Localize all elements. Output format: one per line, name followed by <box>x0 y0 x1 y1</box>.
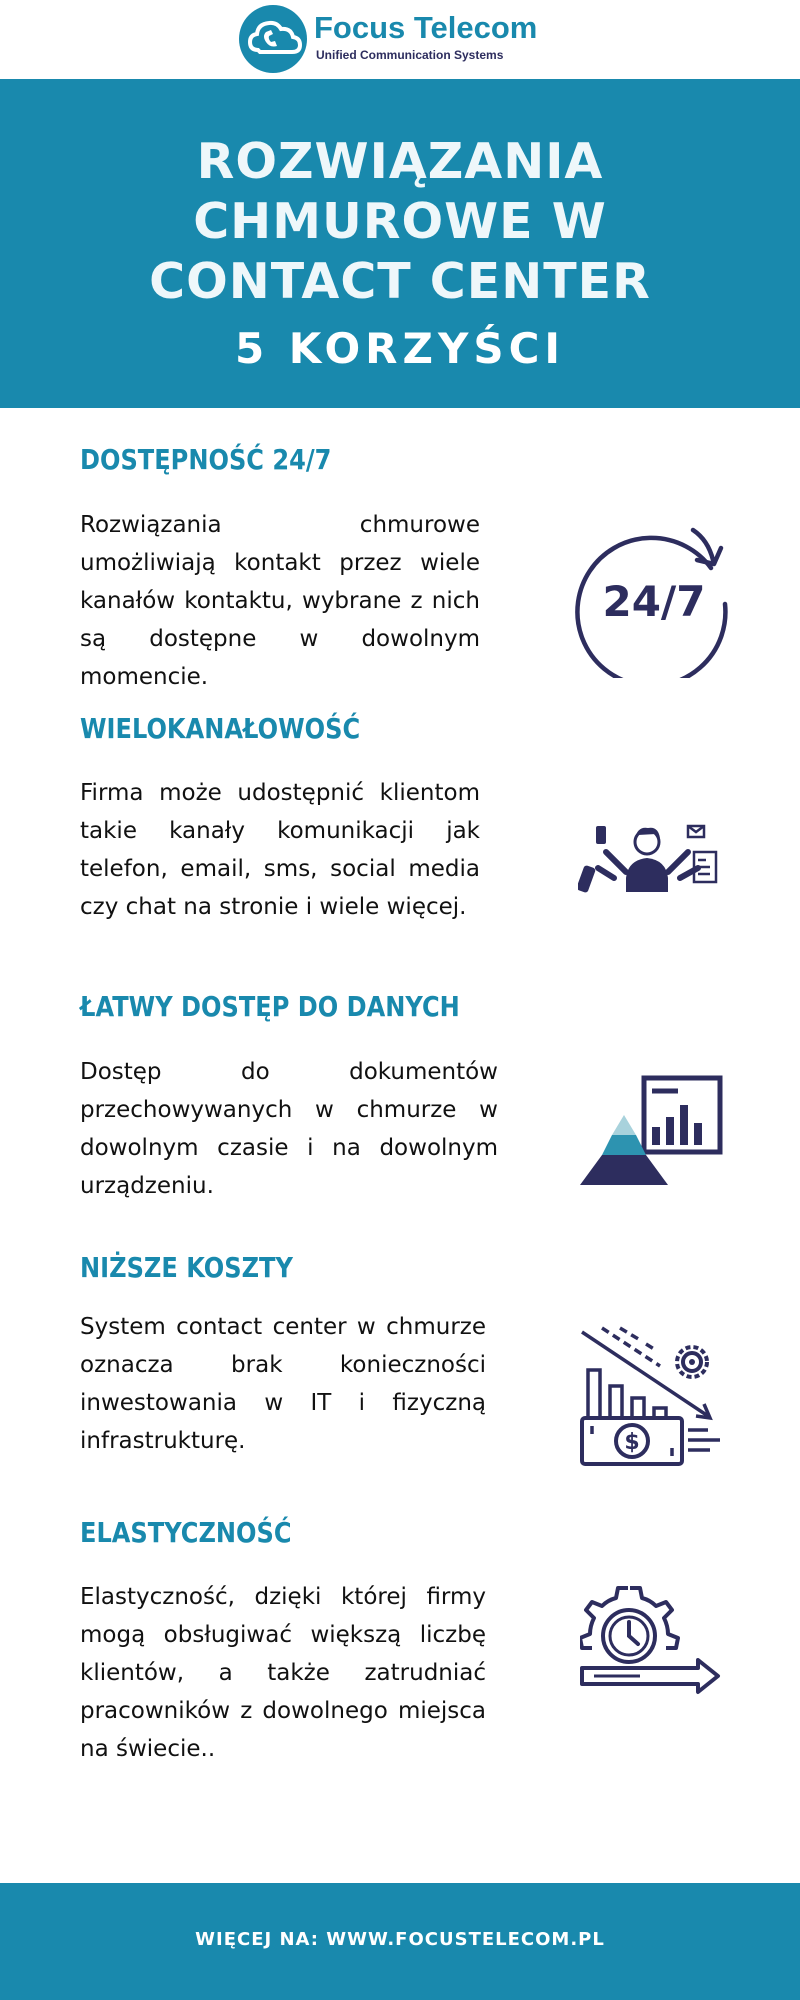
section-body: Dostęp do dokumentów przechowywanych w chmurze w dowolnym czasie i na dowolnym urządzeniu. <box>80 1059 498 1199</box>
brand-tagline: Unified Communication Systems <box>316 48 504 62</box>
benefit-availability <box>80 443 720 693</box>
benefit-multichannel <box>80 712 720 972</box>
hero-title-line: ROZWIĄZANIA <box>196 133 604 190</box>
section-title: ŁATWY DOSTĘP DO DANYCH <box>80 990 460 1023</box>
hero-subtitle: 5 KORZYŚCI <box>234 324 566 373</box>
section-body: Firma może udostępnić klientom takie kanały komunikacji jak telefon, email, sms, social media czy chat na stronie i wiele więcej. <box>80 780 480 920</box>
icon-label: 24/7 <box>602 577 706 626</box>
footer-banner <box>0 1883 800 2000</box>
section-title: NIŻSZE KOSZTY <box>80 1251 293 1284</box>
benefit-lower-costs <box>80 1251 720 1476</box>
brand-name: Focus Telecom <box>314 10 538 45</box>
cost-reduction-icon <box>580 1326 725 1468</box>
benefit-data-access <box>80 990 720 1205</box>
data-chart-pyramid-icon <box>580 1075 725 1190</box>
cloud-phone-icon <box>238 4 308 74</box>
clock-24-7-icon <box>575 518 735 678</box>
footer-website-link[interactable]: WIĘCEJ NA: WWW.FOCUSTELECOM.PL <box>195 1929 605 1950</box>
section-body: Rozwiązania chmurowe umożliwiają kontakt przez wiele kanałów kontaktu, wybrane z nich są dostępne w dowolnym momencie. <box>80 512 480 690</box>
hero-banner <box>0 79 800 408</box>
section-body: Elastyczność, dzięki której firmy mogą obsługiwać większą liczbę klientów, a także zatrudniać pracowników z dowolnego miejsca na świecie.. <box>80 1584 486 1762</box>
benefit-flexibility <box>80 1516 720 1776</box>
svg-text:$: $ <box>624 1430 640 1455</box>
gear-clock-arrow-icon <box>580 1584 725 1696</box>
hero-title-line: CONTACT CENTER <box>149 253 651 310</box>
section-body: System contact center w chmurze oznacza brak konieczności inwestowania w IT i fizyczną infrastrukturę. <box>80 1314 486 1454</box>
section-title: ELASTYCZNOŚĆ <box>80 1516 292 1549</box>
multichannel-person-icon <box>578 822 720 902</box>
hero-title <box>0 132 800 312</box>
section-title: DOSTĘPNOŚĆ 24/7 <box>80 443 332 476</box>
logo <box>238 4 568 76</box>
section-title: WIELOKANAŁOWOŚĆ <box>80 712 361 745</box>
hero-title-line: CHMUROWE W <box>193 193 607 250</box>
